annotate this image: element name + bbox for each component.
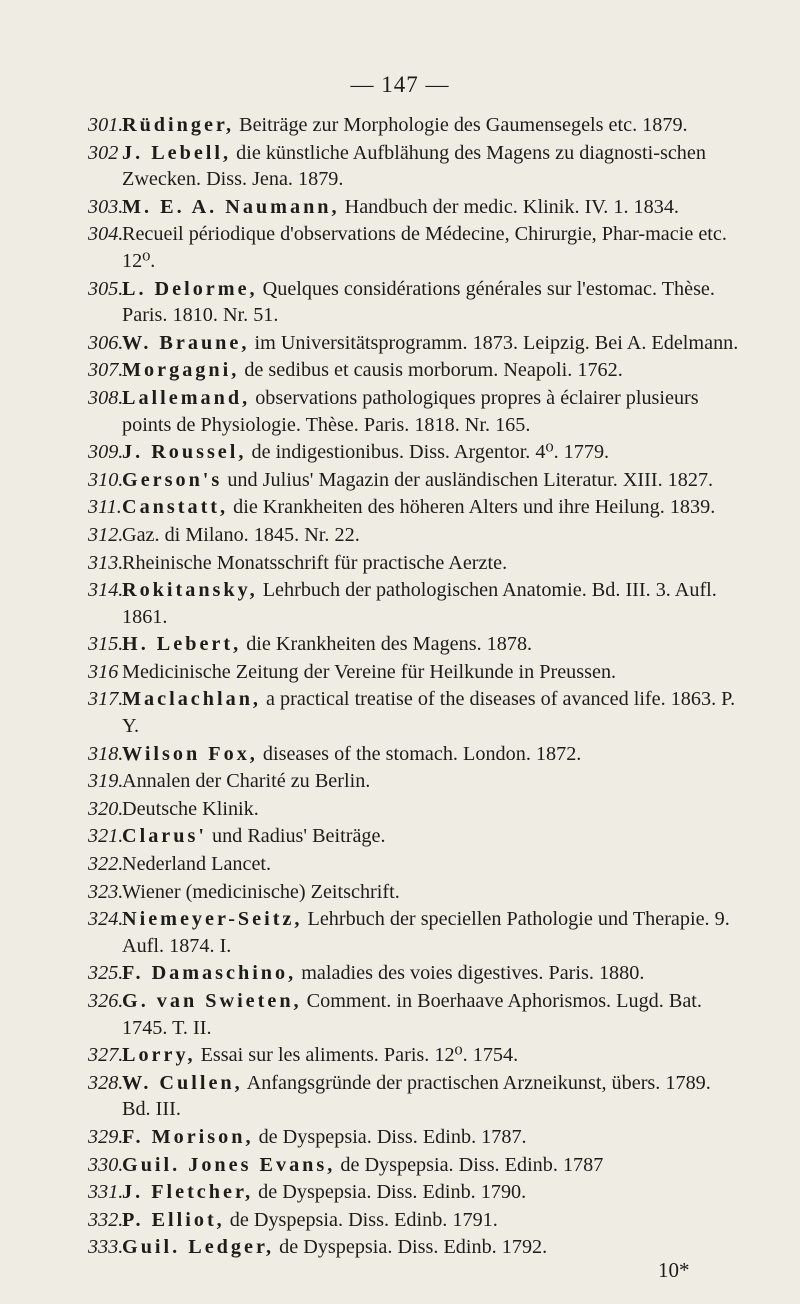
entry-number: 302: [88, 141, 119, 164]
entry-text: maladies des voies digestives. Paris. 1880.: [296, 962, 645, 985]
bibliography-entry: [88, 796, 740, 823]
entry-text: die Krankheiten des höheren Alters und ihre Heilung. 1839.: [228, 496, 716, 519]
entry-text: und Julius' Magazin der ausländischen Literatur. XIII. 1827.: [222, 468, 714, 491]
bibliography-entry: [88, 550, 740, 577]
entry-text: de Dyspepsia. Diss. Edinb. 1787: [335, 1153, 604, 1176]
bibliography-entry: [88, 1207, 740, 1234]
bibliography-entry: [88, 140, 740, 193]
entry-number: 327.: [88, 1044, 124, 1067]
entry-author: Canstatt,: [122, 496, 229, 519]
entry-number: 311.: [88, 496, 122, 519]
entry-text: Anfangsgründe der practischen Arzneikunst, übers. 1789. Bd. III.: [122, 1071, 711, 1121]
entry-text: Medicinische Zeitung der Vereine für Heilkunde in Preussen.: [122, 660, 617, 683]
entry-number: 310.: [88, 468, 124, 491]
entry-text: Lehrbuch der pathologischen Anatomie. Bd. III. 3. Aufl. 1861.: [122, 579, 717, 628]
entry-number: 326.: [88, 990, 124, 1012]
entry-text: de sedibus et causis morborum. Neapoli. 1762.: [239, 359, 623, 382]
entry-author: Lorry,: [122, 1044, 196, 1067]
bibliography-entry: [88, 823, 740, 850]
entry-author: Rokitansky,: [122, 579, 258, 602]
bibliography-entry: [88, 357, 740, 384]
entry-text: de Dyspepsia. Diss. Edinb. 1792.: [274, 1236, 548, 1259]
bibliography-entry: [88, 1152, 740, 1179]
entry-author: Guil. Ledger,: [122, 1236, 275, 1259]
entry-author: Niemeyer-Seitz,: [122, 908, 303, 931]
entry-author: Lallemand,: [122, 386, 251, 409]
entry-text: im Universitätsprogramm. 1873. Leipzig. Bei A. Edelmann.: [249, 331, 739, 354]
entry-author: F. Damaschino,: [122, 962, 297, 985]
entry-text: die künstliche Aufblähung des Magens zu diagnosti-schen Zwecken. Diss. Jena. 1879.: [122, 141, 706, 191]
entry-author: Wilson Fox,: [122, 742, 258, 765]
entry-number: 303.: [88, 195, 124, 218]
bibliography-entry: [88, 1070, 740, 1123]
bibliography-entry: [88, 221, 740, 274]
entry-author: J. Lebell,: [122, 141, 232, 164]
entry-author: J. Roussel,: [122, 441, 247, 464]
entry-author: Morgagni,: [122, 359, 240, 382]
entry-author: W. Braune,: [122, 331, 250, 354]
entry-text: Annalen der Charité zu Berlin.: [122, 770, 371, 793]
entry-number: 309.: [88, 441, 124, 464]
entry-text: Rheinische Monatsschrift für practische Aerzte.: [122, 551, 508, 574]
entry-number: 324.: [88, 908, 124, 931]
entry-number: 307.: [88, 359, 124, 382]
entry-number: 312.: [88, 523, 124, 546]
page-number: — 147 —: [350, 72, 450, 97]
entry-number: 317.: [88, 688, 124, 711]
entry-number: 331.: [88, 1181, 124, 1204]
bibliography-entry: [88, 686, 740, 739]
entry-text: und Radius' Beiträge.: [206, 825, 386, 848]
entry-text: Lehrbuch der speciellen Pathologie und Therapie. 9. Aufl. 1874. I.: [122, 908, 730, 957]
entry-number: 329.: [88, 1125, 124, 1148]
entry-text: de Dyspepsia. Diss. Edinb. 1790.: [253, 1181, 527, 1204]
entry-number: 316: [88, 660, 119, 683]
bibliography-entry: [88, 439, 740, 466]
bibliography-entry: [88, 768, 740, 795]
entry-number: 304.: [88, 223, 124, 246]
bibliography-entry: [88, 741, 740, 768]
entry-text: observations pathologiques propres à éclairer plusieurs points de Physiologie. Thèse. Paris. 1818. Nr. 165.: [122, 386, 699, 436]
bibliography-entry: [88, 577, 740, 630]
bibliography-entry: [88, 1042, 740, 1069]
entry-text: Handbuch der medic. Klinik. IV. 1. 1834.: [339, 195, 679, 218]
entry-author: J. Fletcher,: [122, 1181, 254, 1204]
entry-number: 330.: [88, 1153, 124, 1176]
bibliography-entry: [88, 112, 740, 139]
bibliography-entry: [88, 631, 740, 658]
entry-author: Gerson's: [122, 468, 223, 491]
entry-number: 318.: [88, 742, 124, 765]
entry-author: Clarus': [122, 825, 207, 848]
entry-author: H. Lebert,: [122, 633, 242, 656]
entry-number: 313.: [88, 551, 124, 574]
entry-author: P. Elliot,: [122, 1208, 225, 1231]
bibliography-entry: [88, 1234, 740, 1261]
entry-text: de Dyspepsia. Diss. Edinb. 1791.: [224, 1208, 498, 1231]
bibliography-entry: [88, 522, 740, 549]
bibliography-entry: [88, 467, 740, 494]
entry-number: 315.: [88, 633, 124, 656]
entry-number: 332.: [88, 1208, 124, 1231]
entry-author: M. E. A. Naumann,: [122, 195, 340, 218]
entry-author: F. Morison,: [122, 1125, 254, 1148]
bibliography-entry: [88, 879, 740, 906]
entry-text: Essai sur les aliments. Paris. 12⁰. 1754.: [195, 1044, 519, 1067]
entry-text: diseases of the stomach. London. 1872.: [257, 742, 582, 765]
bibliography-entry: [88, 494, 740, 521]
entry-text: Gaz. di Milano. 1845. Nr. 22.: [122, 523, 360, 546]
entry-number: 323.: [88, 880, 124, 903]
entry-text: Comment. in Boerhaave Aphorismos. Lugd. Bat. 1745. T. II.: [122, 990, 702, 1039]
bibliography-list: [88, 112, 740, 1262]
entry-number: 328.: [88, 1071, 124, 1094]
entry-text: Beiträge zur Morphologie des Gaumensegels etc. 1879.: [234, 114, 688, 136]
entry-author: Rüdinger,: [122, 114, 235, 136]
entry-number: 321.: [88, 825, 124, 848]
bibliography-entry: [88, 906, 740, 959]
entry-text: Quelques considérations générales sur l'estomac. Thèse. Paris. 1810. Nr. 51.: [122, 277, 715, 327]
bibliography-entry: [88, 194, 740, 221]
bibliography-entry: [88, 276, 740, 329]
entry-number: 301.: [88, 114, 124, 136]
entry-author: Maclachlan,: [122, 688, 261, 711]
entry-number: 322.: [88, 853, 124, 876]
printer-signature: 10*: [658, 1258, 690, 1282]
entry-number: 306.: [88, 331, 124, 354]
entry-author: Guil. Jones Evans,: [122, 1153, 336, 1176]
entry-text: de indigestionibus. Diss. Argentor. 4⁰. 1779.: [246, 441, 610, 464]
bibliography-entry: [88, 659, 740, 686]
entry-text: Wiener (medicinische) Zeitschrift.: [122, 880, 400, 903]
bibliography-entry: [88, 960, 740, 987]
entry-author: W. Cullen,: [122, 1071, 243, 1094]
entry-text: Nederland Lancet.: [122, 853, 272, 876]
entry-text: Recueil périodique d'observations de Médecine, Chirurgie, Phar-macie etc. 12⁰.: [122, 223, 727, 272]
entry-number: 305.: [88, 277, 124, 300]
entry-text: die Krankheiten des Magens. 1878.: [241, 633, 533, 656]
bibliography-entry: [88, 1179, 740, 1206]
entry-text: a practical treatise of the diseases of avanced life. 1863. P. Y.: [122, 688, 736, 738]
entry-text: Deutsche Klinik.: [122, 797, 259, 820]
entry-text: de Dyspepsia. Diss. Edinb. 1787.: [253, 1125, 527, 1148]
entry-number: 314.: [88, 579, 124, 602]
entry-number: 319.: [88, 770, 124, 793]
entry-author: G. van Swieten,: [122, 990, 302, 1012]
bibliography-entry: [88, 330, 740, 357]
bibliography-entry: [88, 1124, 740, 1151]
bibliography-entry: [88, 851, 740, 878]
entry-number: 333.: [88, 1236, 124, 1259]
entry-number: 320.: [88, 797, 124, 820]
entry-number: 308.: [88, 386, 124, 409]
entry-number: 325.: [88, 962, 124, 985]
bibliography-entry: [88, 988, 740, 1041]
entry-author: L. Delorme,: [122, 277, 258, 300]
bibliography-entry: [88, 385, 740, 438]
